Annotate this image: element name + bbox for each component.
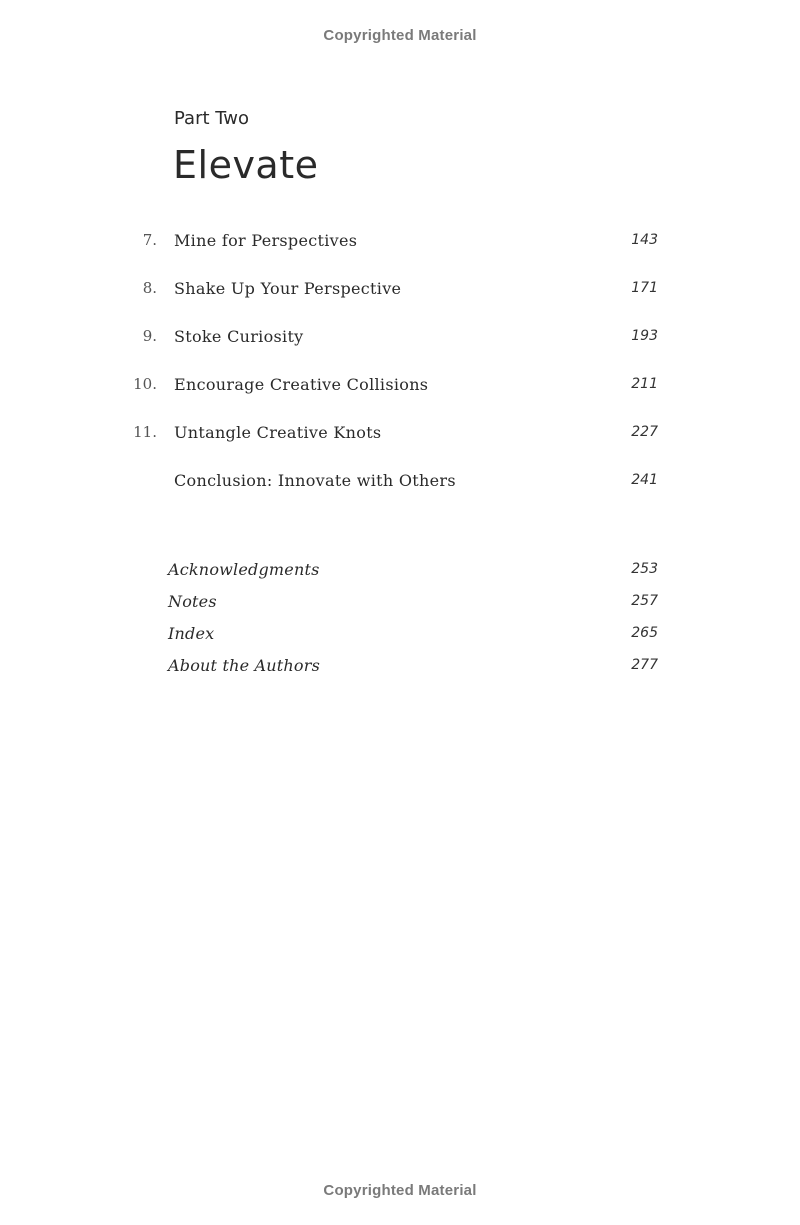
chapter-page: 171 (631, 280, 658, 296)
chapter-number: 7. (142, 231, 157, 249)
back-matter-entry (0, 560, 800, 586)
chapter-page: 193 (631, 328, 658, 344)
back-matter-page: 265 (631, 625, 658, 641)
toc-entry (0, 231, 800, 261)
back-matter-page: 253 (631, 561, 658, 577)
chapter-number: 9. (142, 327, 157, 345)
chapter-page: 241 (631, 472, 658, 488)
back-matter-entry (0, 624, 800, 650)
copyright-watermark-top: Copyrighted Material (323, 27, 477, 44)
chapter-page: 143 (631, 232, 658, 248)
part-label: Part Two (174, 108, 250, 129)
back-matter-page: 277 (631, 657, 658, 673)
chapter-title: Mine for Perspectives (174, 231, 358, 250)
chapter-title: Shake Up Your Perspective (174, 279, 402, 298)
chapter-title: Conclusion: Innovate with Others (174, 471, 456, 490)
back-matter-title: About the Authors (168, 656, 321, 675)
back-matter-entry (0, 656, 800, 682)
back-matter-page: 257 (631, 593, 658, 609)
back-matter-title: Index (168, 624, 215, 643)
chapter-number: 8. (142, 279, 157, 297)
toc-entry (0, 423, 800, 453)
chapter-page: 227 (631, 424, 658, 440)
chapter-title: Untangle Creative Knots (174, 423, 382, 442)
back-matter-title: Notes (168, 592, 217, 611)
toc-entry (0, 327, 800, 357)
chapter-number: 11. (133, 423, 157, 441)
toc-entry-conclusion (0, 471, 800, 501)
copyright-watermark-bottom: Copyrighted Material (323, 1182, 477, 1199)
chapter-title: Stoke Curiosity (174, 327, 304, 346)
toc-entry (0, 279, 800, 309)
chapter-number: 10. (133, 375, 157, 393)
chapter-title: Encourage Creative Collisions (174, 375, 429, 394)
toc-entry (0, 375, 800, 405)
part-title: Elevate (173, 143, 319, 187)
back-matter-title: Acknowledgments (168, 560, 320, 579)
back-matter-entry (0, 592, 800, 618)
chapter-page: 211 (631, 376, 658, 392)
